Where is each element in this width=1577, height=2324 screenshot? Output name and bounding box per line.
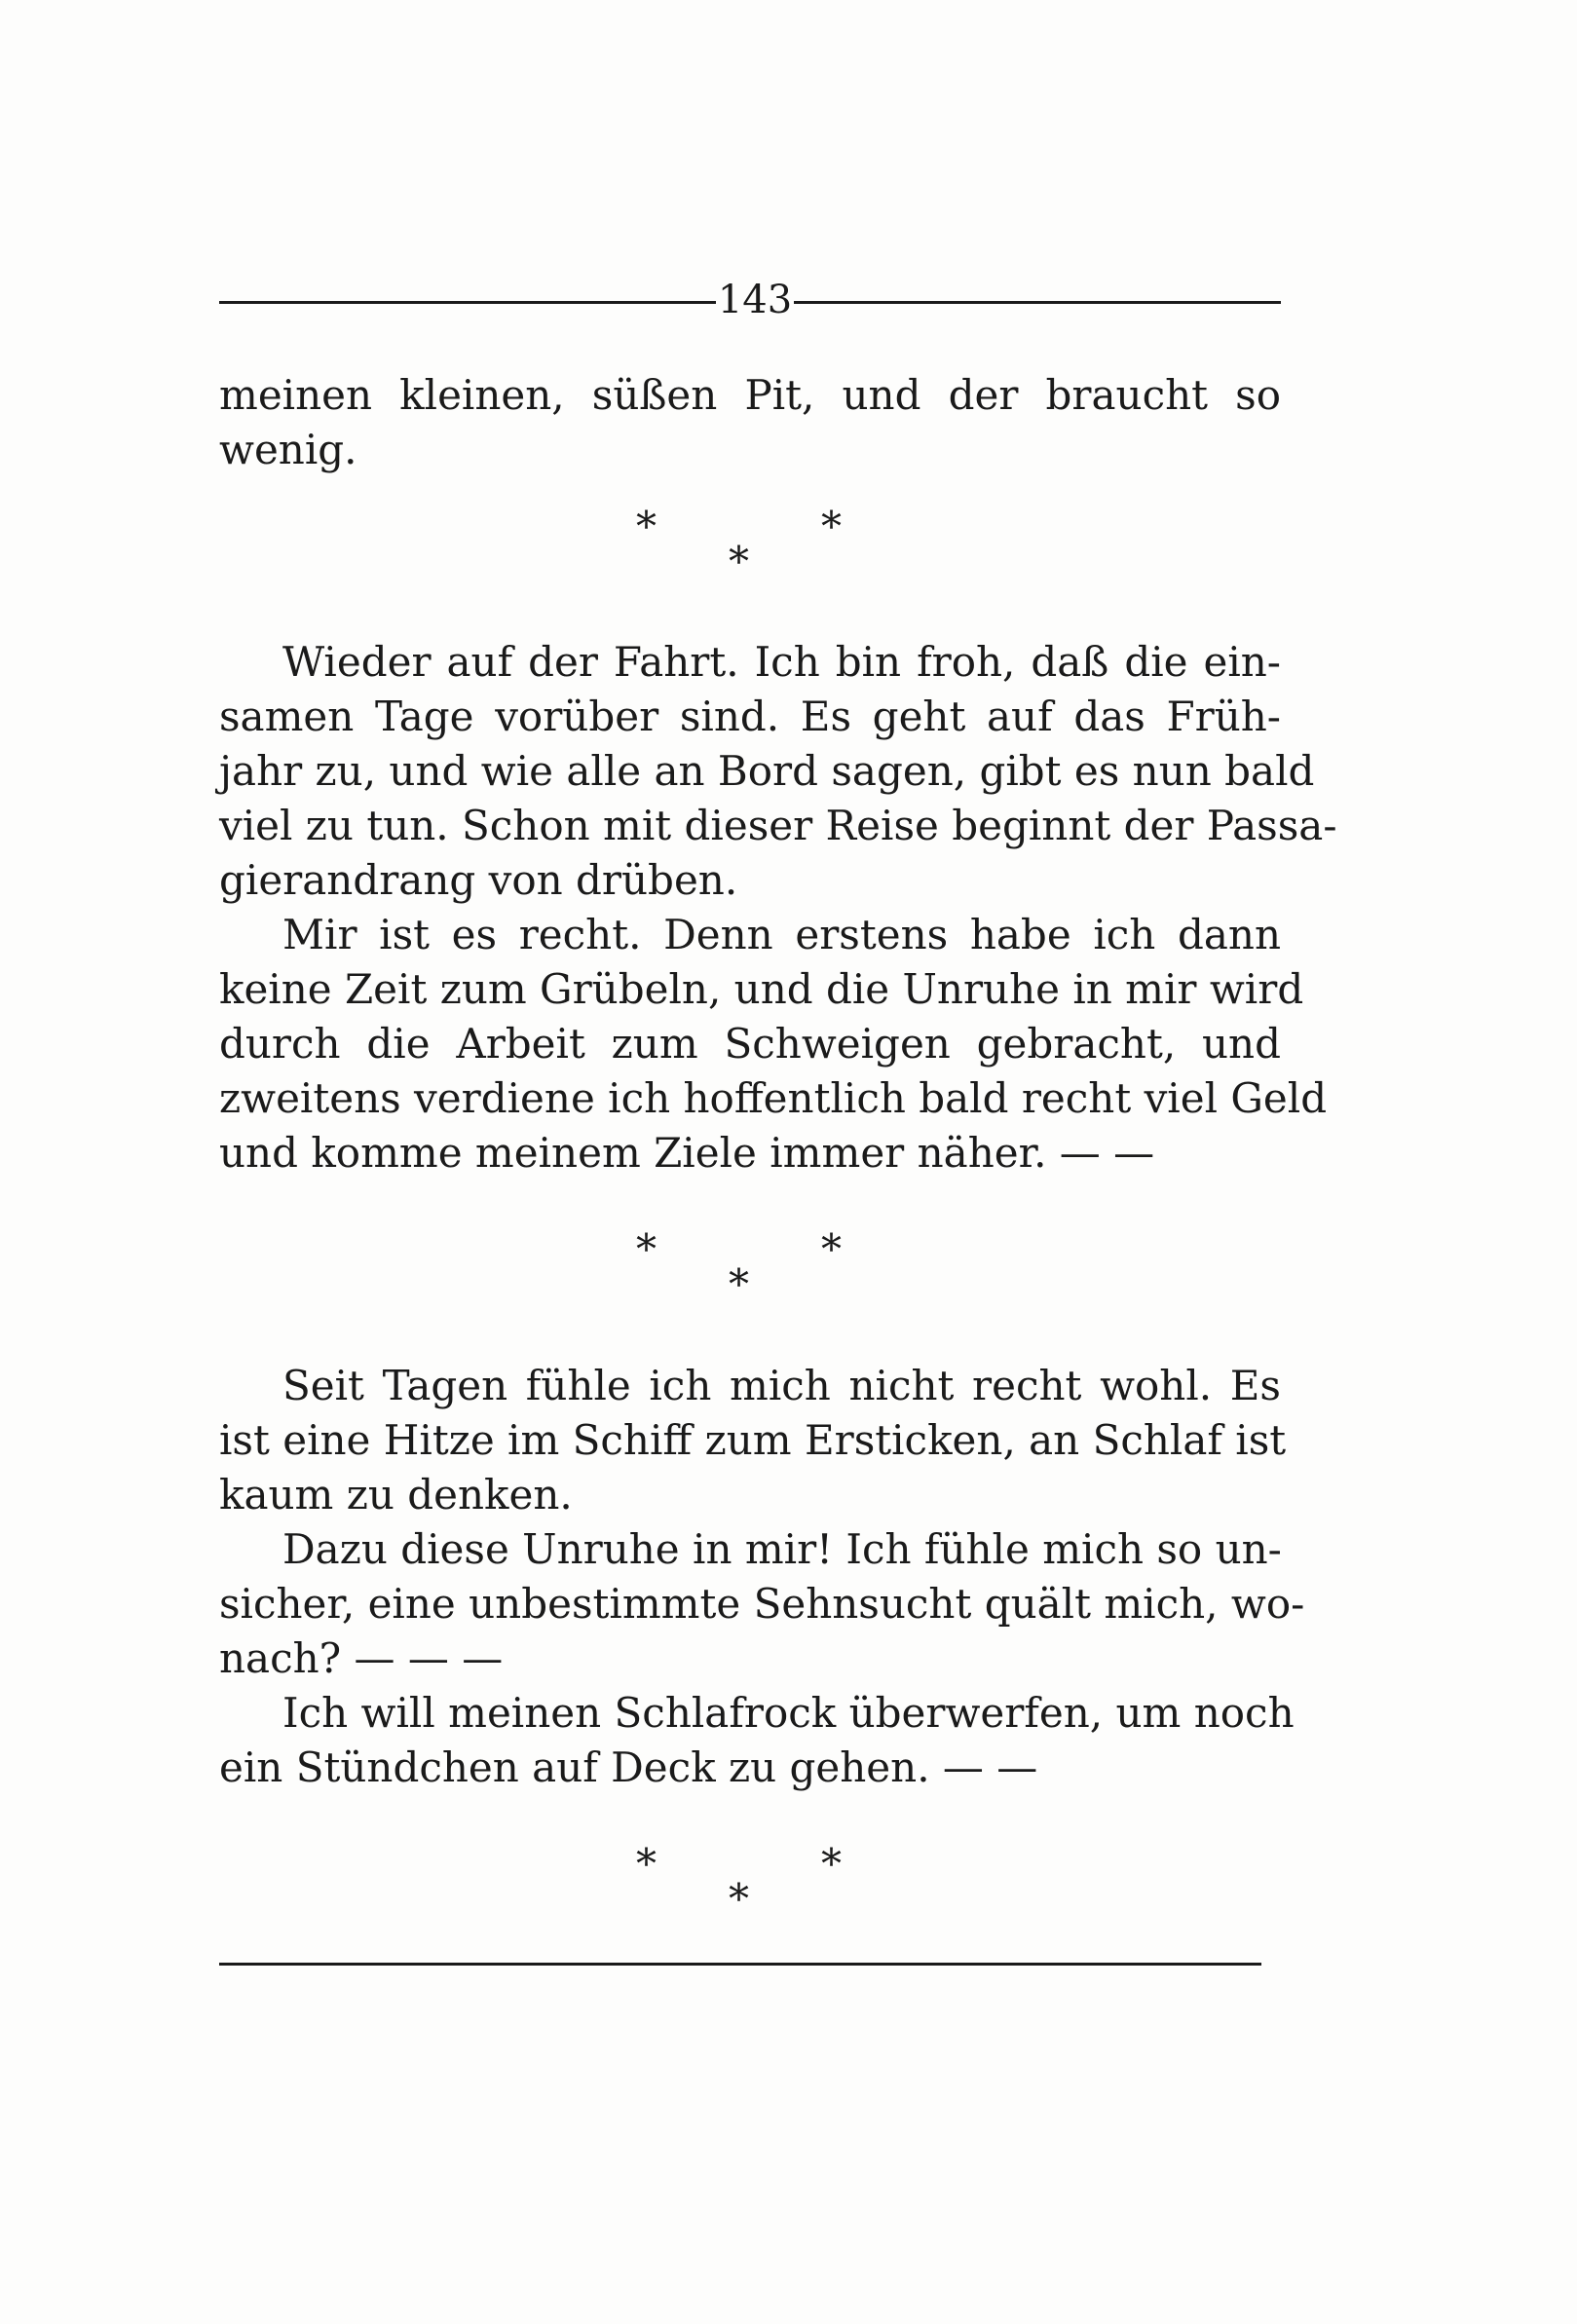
text-line: ein Stündchen auf Deck zu gehen. — — bbox=[219, 1743, 1038, 1791]
asterisk: * bbox=[729, 1875, 749, 1923]
footer-rule bbox=[219, 1963, 1261, 1966]
asterisk: * bbox=[729, 1260, 749, 1308]
section-break-asterism bbox=[0, 1225, 1577, 1308]
text-line: durch die Arbeit zum Schweigen gebracht, und bbox=[219, 1020, 1281, 1068]
text-line: Dazu diese Unruhe in mir! Ich fühle mich so un- bbox=[282, 1525, 1282, 1573]
text-line: zweitens verdiene ich hoffentlich bald recht viel Geld bbox=[219, 1074, 1328, 1122]
text-line: wenig. bbox=[219, 426, 357, 473]
paragraph-continuation bbox=[219, 368, 1281, 477]
page-header bbox=[219, 271, 1281, 329]
header-rule-left bbox=[219, 301, 716, 304]
asterisk: * bbox=[636, 1225, 657, 1273]
header-rule-right bbox=[794, 301, 1281, 304]
text-line: Seit Tagen fühle ich mich nicht recht wohl. Es bbox=[282, 1362, 1281, 1409]
paragraph bbox=[219, 1359, 1287, 1522]
text-line: viel zu tun. Schon mit dieser Reise beginnt der Passa- bbox=[219, 802, 1337, 849]
asterisk: * bbox=[729, 538, 749, 585]
asterisk: * bbox=[821, 503, 842, 550]
page-number: 143 bbox=[717, 278, 793, 322]
section-break-asterism bbox=[0, 1840, 1577, 1923]
text-line: gierandrang von drüben. bbox=[219, 856, 738, 904]
text-line: samen Tage vorüber sind. Es geht auf das Früh- bbox=[219, 693, 1281, 740]
text-line: meinen kleinen, süßen Pit, und der braucht so bbox=[219, 371, 1281, 419]
text-line: keine Zeit zum Grübeln, und die Unruhe in mir wird bbox=[219, 965, 1304, 1013]
text-line: nach? — — — bbox=[219, 1634, 504, 1682]
asterisk: * bbox=[636, 1840, 657, 1888]
asterisk: * bbox=[821, 1225, 842, 1273]
text-line: sicher, eine unbestimmte Sehnsucht quält mich, wo- bbox=[219, 1580, 1305, 1628]
text-line: kaum zu denken. bbox=[219, 1471, 573, 1518]
asterisk: * bbox=[636, 503, 657, 550]
paragraph bbox=[219, 635, 1337, 908]
paragraph bbox=[219, 1686, 1295, 1795]
paragraph bbox=[219, 1522, 1305, 1686]
text-line: Wieder auf der Fahrt. Ich bin froh, daß die ein- bbox=[282, 638, 1281, 686]
text-line: Ich will meinen Schlafrock überwerfen, um noch bbox=[282, 1689, 1295, 1737]
section-break-asterism bbox=[0, 503, 1577, 585]
text-line: jahr zu, und wie alle an Bord sagen, gibt es nun bald bbox=[219, 747, 1315, 795]
asterisk: * bbox=[821, 1840, 842, 1888]
text-line: Mir ist es recht. Denn erstens habe ich dann bbox=[282, 911, 1281, 958]
text-line: und komme meinem Ziele immer näher. — — bbox=[219, 1129, 1155, 1177]
text-line: ist eine Hitze im Schiff zum Ersticken, an Schlaf ist bbox=[219, 1416, 1287, 1464]
paragraph bbox=[219, 908, 1328, 1181]
